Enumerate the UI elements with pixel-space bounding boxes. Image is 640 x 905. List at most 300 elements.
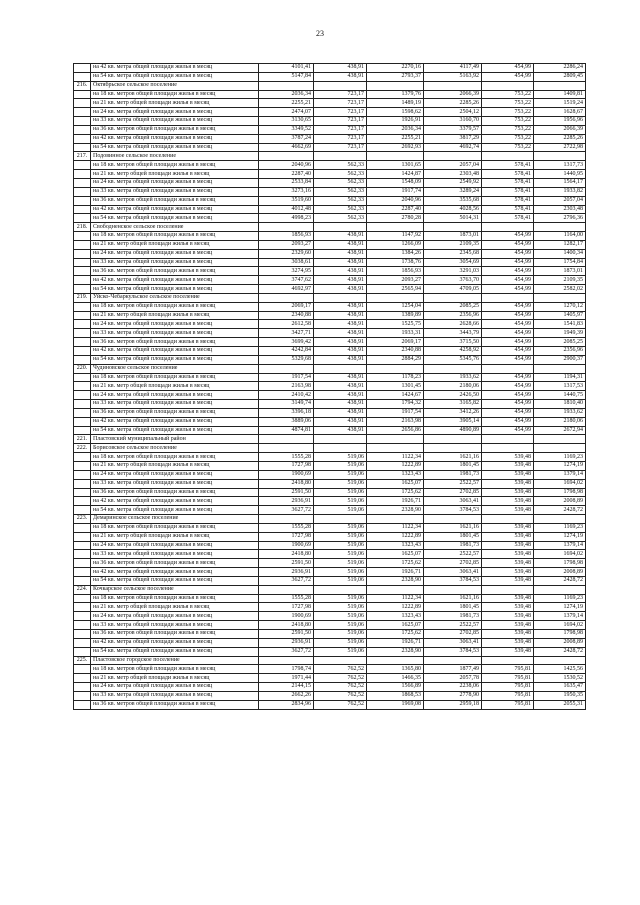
table-body	[74, 64, 586, 710]
empty-cell	[259, 435, 314, 444]
cost-value: 1625,07	[367, 479, 424, 488]
cost-value: 562,33	[314, 196, 367, 205]
cost-value: 519,06	[314, 621, 367, 630]
cost-value: 539,48	[482, 550, 534, 559]
cost-value: 1270,12	[534, 302, 586, 311]
empty-cell	[367, 223, 424, 232]
cost-value: 3747,62	[259, 276, 314, 285]
empty-cell	[74, 638, 91, 647]
cost-value: 454,99	[482, 64, 534, 73]
cost-value: 1926,91	[367, 117, 424, 126]
cost-value: 723,17	[314, 134, 367, 143]
empty-cell	[74, 683, 91, 692]
cost-value: 519,06	[314, 630, 367, 639]
cost-value: 3289,24	[424, 187, 482, 196]
cost-value: 438,91	[314, 408, 367, 417]
empty-cell	[74, 479, 91, 488]
cost-value: 519,06	[314, 506, 367, 515]
cost-value: 438,91	[314, 382, 367, 391]
cost-value: 2796,36	[534, 214, 586, 223]
norm-description: на 42 кв. метра общей площади жилья в месяц	[91, 417, 259, 426]
cost-value: 1621,16	[424, 594, 482, 603]
norm-description: на 33 кв. метра общей площади жилья в месяц	[91, 187, 259, 196]
empty-cell	[74, 603, 91, 612]
cost-value: 454,99	[482, 258, 534, 267]
cost-value: 519,06	[314, 523, 367, 532]
empty-cell	[74, 170, 91, 179]
cost-value: 1301,65	[367, 161, 424, 170]
cost-value: 519,06	[314, 532, 367, 541]
empty-cell	[74, 647, 91, 656]
cost-value: 2163,98	[367, 417, 424, 426]
norm-description: на 33 кв. метра общей площади жилья в месяц	[91, 400, 259, 409]
cost-value: 762,52	[314, 665, 367, 674]
cost-value: 1424,67	[367, 391, 424, 400]
cost-value: 2418,80	[259, 550, 314, 559]
cost-value: 1917,54	[367, 408, 424, 417]
table-row	[74, 205, 586, 214]
cost-value: 1856,93	[367, 267, 424, 276]
empty-cell	[424, 585, 482, 594]
cost-value: 1379,14	[534, 612, 586, 621]
cost-value: 723,17	[314, 99, 367, 108]
cost-value: 1266,09	[367, 240, 424, 249]
cost-value: 438,91	[314, 347, 367, 356]
cost-value: 578,41	[482, 161, 534, 170]
table-row	[74, 612, 586, 621]
empty-cell	[367, 444, 424, 453]
empty-cell	[74, 134, 91, 143]
cost-value: 454,99	[482, 249, 534, 258]
table-row	[74, 647, 586, 656]
norm-description: на 24 кв. метра общей площади жилья в месяц	[91, 249, 259, 258]
empty-cell	[74, 240, 91, 249]
cost-value: 2418,80	[259, 479, 314, 488]
norm-description: на 36 кв. метров общей площади жилья в месяц	[91, 408, 259, 417]
norm-description: на 21 кв. метр общей площади жилья в месяц	[91, 674, 259, 683]
empty-cell	[424, 435, 482, 444]
empty-cell	[74, 329, 91, 338]
cost-value: 519,06	[314, 594, 367, 603]
cost-value: 795,81	[482, 674, 534, 683]
cost-value: 2285,26	[534, 134, 586, 143]
norm-description: на 36 кв. метров общей площади жилья в месяц	[91, 338, 259, 347]
cost-value: 2180,06	[534, 417, 586, 426]
cost-value: 2287,40	[367, 205, 424, 214]
cost-value: 454,99	[482, 355, 534, 364]
empty-cell	[74, 541, 91, 550]
cost-value: 3165,82	[424, 400, 482, 409]
cost-value: 3443,79	[424, 329, 482, 338]
empty-cell	[534, 81, 586, 90]
norm-description: на 42 кв. метра общей площади жилья в месяц	[91, 638, 259, 647]
cost-value: 1725,62	[367, 559, 424, 568]
table-row	[74, 170, 586, 179]
empty-cell	[74, 382, 91, 391]
empty-cell	[534, 152, 586, 161]
table-row	[74, 373, 586, 382]
cost-value: 3715,50	[424, 338, 482, 347]
norm-description: на 42 кв. метра общей площади жилья в месяц	[91, 347, 259, 356]
cost-value: 1222,89	[367, 461, 424, 470]
cost-value: 3396,18	[259, 408, 314, 417]
empty-cell	[74, 612, 91, 621]
norm-description: на 21 кв. метр общей площади жилья в месяц	[91, 99, 259, 108]
cost-value: 454,99	[482, 417, 534, 426]
cost-value: 1555,28	[259, 594, 314, 603]
cost-value: 454,99	[482, 329, 534, 338]
cost-value: 3427,71	[259, 329, 314, 338]
empty-cell	[259, 81, 314, 90]
cost-value: 2085,25	[534, 338, 586, 347]
empty-cell	[74, 630, 91, 639]
norm-description: на 24 кв. метра общей площади жилья в месяц	[91, 470, 259, 479]
cost-value: 3519,60	[259, 196, 314, 205]
cost-value: 539,48	[482, 479, 534, 488]
empty-cell	[74, 311, 91, 320]
empty-cell	[314, 656, 367, 665]
cost-value: 2329,60	[259, 249, 314, 258]
norm-description: на 24 кв. метра общей площади жилья в месяц	[91, 108, 259, 117]
cost-value: 1379,76	[367, 90, 424, 99]
cost-value: 2036,34	[259, 90, 314, 99]
empty-cell	[314, 152, 367, 161]
norm-description: на 18 кв. метров общей площади жилья в месяц	[91, 232, 259, 241]
empty-cell	[74, 99, 91, 108]
table-row	[74, 232, 586, 241]
section-number: 220.	[74, 364, 91, 373]
cost-value: 454,99	[482, 267, 534, 276]
cost-value: 578,41	[482, 214, 534, 223]
cost-value: 2662,26	[259, 691, 314, 700]
empty-cell	[74, 568, 91, 577]
cost-value: 723,17	[314, 117, 367, 126]
section-row	[74, 364, 586, 373]
norm-description: на 18 кв. метров общей площади жилья в месяц	[91, 161, 259, 170]
empty-cell	[259, 515, 314, 524]
cost-value: 539,48	[482, 594, 534, 603]
empty-cell	[74, 461, 91, 470]
empty-cell	[314, 293, 367, 302]
cost-value: 2066,39	[424, 90, 482, 99]
table-row	[74, 90, 586, 99]
empty-cell	[482, 585, 534, 594]
table-row	[74, 258, 586, 267]
norm-description: на 42 кв. метра общей площади жилья в месяц	[91, 64, 259, 73]
table-row	[74, 285, 586, 294]
norm-description: на 21 кв. метр общей площади жилья в месяц	[91, 461, 259, 470]
cost-value: 2533,84	[259, 178, 314, 187]
cost-value: 438,91	[314, 64, 367, 73]
cost-value: 1566,89	[367, 683, 424, 692]
empty-cell	[74, 621, 91, 630]
empty-cell	[424, 152, 482, 161]
cost-value: 539,48	[482, 630, 534, 639]
norm-description: на 42 кв. метра общей площади жилья в месяц	[91, 134, 259, 143]
norm-description: на 33 кв. метра общей площади жилья в месяц	[91, 258, 259, 267]
cost-value: 2303,48	[534, 205, 586, 214]
cost-value: 4117,49	[424, 64, 482, 73]
cost-value: 1856,93	[259, 232, 314, 241]
cost-value: 2093,27	[367, 276, 424, 285]
empty-cell	[74, 117, 91, 126]
empty-cell	[314, 364, 367, 373]
page-number: 23	[316, 29, 324, 38]
cost-value: 1917,54	[259, 373, 314, 382]
empty-cell	[74, 550, 91, 559]
cost-value: 2286,24	[534, 64, 586, 73]
cost-value: 1425,56	[534, 665, 586, 674]
cost-value: 438,91	[314, 72, 367, 81]
cost-value: 2238,06	[424, 683, 482, 692]
cost-value: 539,48	[482, 506, 534, 515]
section-title: Пластовский муниципальный район	[91, 435, 259, 444]
cost-value: 1694,02	[534, 479, 586, 488]
cost-value: 795,81	[482, 683, 534, 692]
empty-cell	[74, 205, 91, 214]
cost-value: 1384,26	[367, 249, 424, 258]
cost-value: 1727,98	[259, 603, 314, 612]
cost-value: 2656,86	[367, 426, 424, 435]
cost-value: 1873,01	[534, 267, 586, 276]
empty-cell	[424, 293, 482, 302]
cost-value: 1694,02	[534, 550, 586, 559]
norm-description: на 36 кв. метров общей площади жилья в месяц	[91, 125, 259, 134]
cost-value: 1625,07	[367, 550, 424, 559]
cost-value: 1194,31	[534, 373, 586, 382]
table-row	[74, 576, 586, 585]
empty-cell	[74, 559, 91, 568]
cost-value: 1169,23	[534, 523, 586, 532]
empty-cell	[259, 364, 314, 373]
norm-description: на 36 кв. метров общей площади жилья в месяц	[91, 267, 259, 276]
cost-value: 753,22	[482, 99, 534, 108]
section-title: Подовинное сельское поселение	[91, 152, 259, 161]
cost-value: 454,99	[482, 311, 534, 320]
table-row	[74, 161, 586, 170]
cost-value: 1598,62	[367, 108, 424, 117]
table-row	[74, 523, 586, 532]
cost-value: 3699,42	[259, 338, 314, 347]
cost-value: 2109,35	[424, 240, 482, 249]
empty-cell	[367, 515, 424, 524]
cost-value: 4692,97	[259, 285, 314, 294]
cost-value: 1981,73	[424, 470, 482, 479]
cost-value: 562,33	[314, 178, 367, 187]
table-row	[74, 683, 586, 692]
cost-value: 1519,24	[534, 99, 586, 108]
cost-value: 1254,04	[367, 302, 424, 311]
cost-value: 1178,23	[367, 373, 424, 382]
empty-cell	[74, 285, 91, 294]
cost-value: 2522,57	[424, 479, 482, 488]
table-row	[74, 249, 586, 258]
cost-value: 2692,93	[367, 143, 424, 152]
section-row	[74, 515, 586, 524]
cost-value: 2270,16	[367, 64, 424, 73]
norm-description: на 18 кв. метров общей площади жилья в месяц	[91, 453, 259, 462]
empty-cell	[74, 665, 91, 674]
table-row	[74, 417, 586, 426]
cost-value: 1727,98	[259, 461, 314, 470]
cost-value: 2591,50	[259, 488, 314, 497]
cost-value: 3627,72	[259, 506, 314, 515]
cost-value: 438,91	[314, 302, 367, 311]
cost-value: 3349,52	[259, 125, 314, 134]
empty-cell	[74, 214, 91, 223]
empty-cell	[314, 223, 367, 232]
cost-value: 2340,88	[259, 311, 314, 320]
empty-cell	[482, 656, 534, 665]
cost-value: 2884,29	[367, 355, 424, 364]
cost-value: 562,33	[314, 214, 367, 223]
section-number: 222.	[74, 444, 91, 453]
table-row	[74, 382, 586, 391]
section-number: 221.	[74, 435, 91, 444]
empty-cell	[74, 417, 91, 426]
table-row	[74, 453, 586, 462]
norm-description: на 24 кв. метра общей площади жилья в месяц	[91, 320, 259, 329]
cost-value: 2428,72	[534, 506, 586, 515]
norm-description: на 33 кв. метра общей площади жилья в месяц	[91, 550, 259, 559]
cost-value: 1981,73	[424, 612, 482, 621]
cost-value: 438,91	[314, 249, 367, 258]
cost-value: 539,48	[482, 612, 534, 621]
cost-value: 1877,49	[424, 665, 482, 674]
cost-value: 1933,62	[424, 373, 482, 382]
cost-value: 3149,74	[259, 400, 314, 409]
empty-cell	[74, 232, 91, 241]
cost-value: 3905,14	[424, 417, 482, 426]
empty-cell	[74, 108, 91, 117]
table-row	[74, 72, 586, 81]
empty-cell	[74, 320, 91, 329]
empty-cell	[74, 674, 91, 683]
table-row	[74, 559, 586, 568]
norm-description: на 33 кв. метра общей площади жилья в месяц	[91, 479, 259, 488]
cost-value: 753,22	[482, 90, 534, 99]
cost-value: 1323,43	[367, 470, 424, 479]
cost-value: 3627,72	[259, 647, 314, 656]
cost-value: 1933,82	[534, 187, 586, 196]
cost-value: 2008,89	[534, 568, 586, 577]
cost-value: 562,33	[314, 205, 367, 214]
cost-value: 539,48	[482, 576, 534, 585]
cost-value: 723,17	[314, 90, 367, 99]
cost-value: 438,91	[314, 240, 367, 249]
cost-value: 1379,14	[534, 470, 586, 479]
cost-value: 753,22	[482, 108, 534, 117]
cost-value: 2085,25	[424, 302, 482, 311]
cost-value: 2936,91	[259, 568, 314, 577]
cost-value: 3291,03	[424, 267, 482, 276]
section-number: 225.	[74, 656, 91, 665]
cost-value: 723,17	[314, 125, 367, 134]
section-number: 217.	[74, 152, 91, 161]
cost-value: 519,06	[314, 550, 367, 559]
cost-value: 4242,84	[259, 347, 314, 356]
cost-value: 1564,17	[534, 178, 586, 187]
cost-value: 2936,91	[259, 638, 314, 647]
table-row	[74, 488, 586, 497]
cost-value: 454,99	[482, 302, 534, 311]
cost-value: 539,48	[482, 470, 534, 479]
norm-description: на 33 кв. метра общей площади жилья в месяц	[91, 117, 259, 126]
cost-value: 2055,31	[534, 700, 586, 709]
cost-value: 454,99	[482, 400, 534, 409]
empty-cell	[314, 515, 367, 524]
empty-cell	[74, 391, 91, 400]
cost-value: 3784,53	[424, 576, 482, 585]
empty-cell	[534, 444, 586, 453]
cost-value: 3889,06	[259, 417, 314, 426]
cost-value: 519,06	[314, 568, 367, 577]
empty-cell	[74, 258, 91, 267]
norm-description: на 54 кв. метра общей площади жилья в месяц	[91, 506, 259, 515]
cost-value: 539,48	[482, 568, 534, 577]
cost-value: 1489,19	[367, 99, 424, 108]
cost-value: 1621,16	[424, 523, 482, 532]
empty-cell	[74, 161, 91, 170]
cost-value: 2340,88	[367, 347, 424, 356]
cost-value: 539,48	[482, 603, 534, 612]
cost-value: 1621,16	[424, 453, 482, 462]
cost-value: 2722,98	[534, 143, 586, 152]
table-row	[74, 603, 586, 612]
cost-value: 562,33	[314, 187, 367, 196]
cost-value: 762,52	[314, 700, 367, 709]
empty-cell	[367, 152, 424, 161]
cost-value: 2936,91	[259, 497, 314, 506]
cost-value: 1530,52	[534, 674, 586, 683]
table-row	[74, 99, 586, 108]
cost-value: 3063,41	[424, 497, 482, 506]
cost-value: 2672,94	[534, 426, 586, 435]
cost-value: 3784,53	[424, 506, 482, 515]
cost-value: 539,48	[482, 559, 534, 568]
empty-cell	[74, 90, 91, 99]
cost-value: 2582,02	[534, 285, 586, 294]
cost-value: 5163,92	[424, 72, 482, 81]
cost-value: 1926,71	[367, 638, 424, 647]
cost-value: 1317,73	[534, 161, 586, 170]
cost-value: 753,22	[482, 125, 534, 134]
cost-value: 2474,07	[259, 108, 314, 117]
cost-value: 519,06	[314, 559, 367, 568]
cost-value: 1900,69	[259, 612, 314, 621]
cost-value: 4012,48	[259, 205, 314, 214]
cost-value: 1222,89	[367, 532, 424, 541]
table-row	[74, 302, 586, 311]
cost-value: 1440,95	[534, 170, 586, 179]
norm-description: на 42 кв. метра общей площади жилья в месяц	[91, 497, 259, 506]
cost-value: 3412,26	[424, 408, 482, 417]
section-number: 219.	[74, 293, 91, 302]
cost-value: 519,06	[314, 497, 367, 506]
empty-cell	[74, 408, 91, 417]
cost-value: 519,06	[314, 461, 367, 470]
cost-value: 2303,48	[424, 170, 482, 179]
cost-value: 1525,75	[367, 320, 424, 329]
empty-cell	[74, 453, 91, 462]
empty-cell	[482, 444, 534, 453]
cost-value: 1628,67	[534, 108, 586, 117]
cost-value: 438,91	[314, 426, 367, 435]
cost-value: 539,48	[482, 488, 534, 497]
norm-description: на 24 кв. метра общей площади жилья в месяц	[91, 391, 259, 400]
cost-value: 438,91	[314, 329, 367, 338]
cost-value: 2426,50	[424, 391, 482, 400]
